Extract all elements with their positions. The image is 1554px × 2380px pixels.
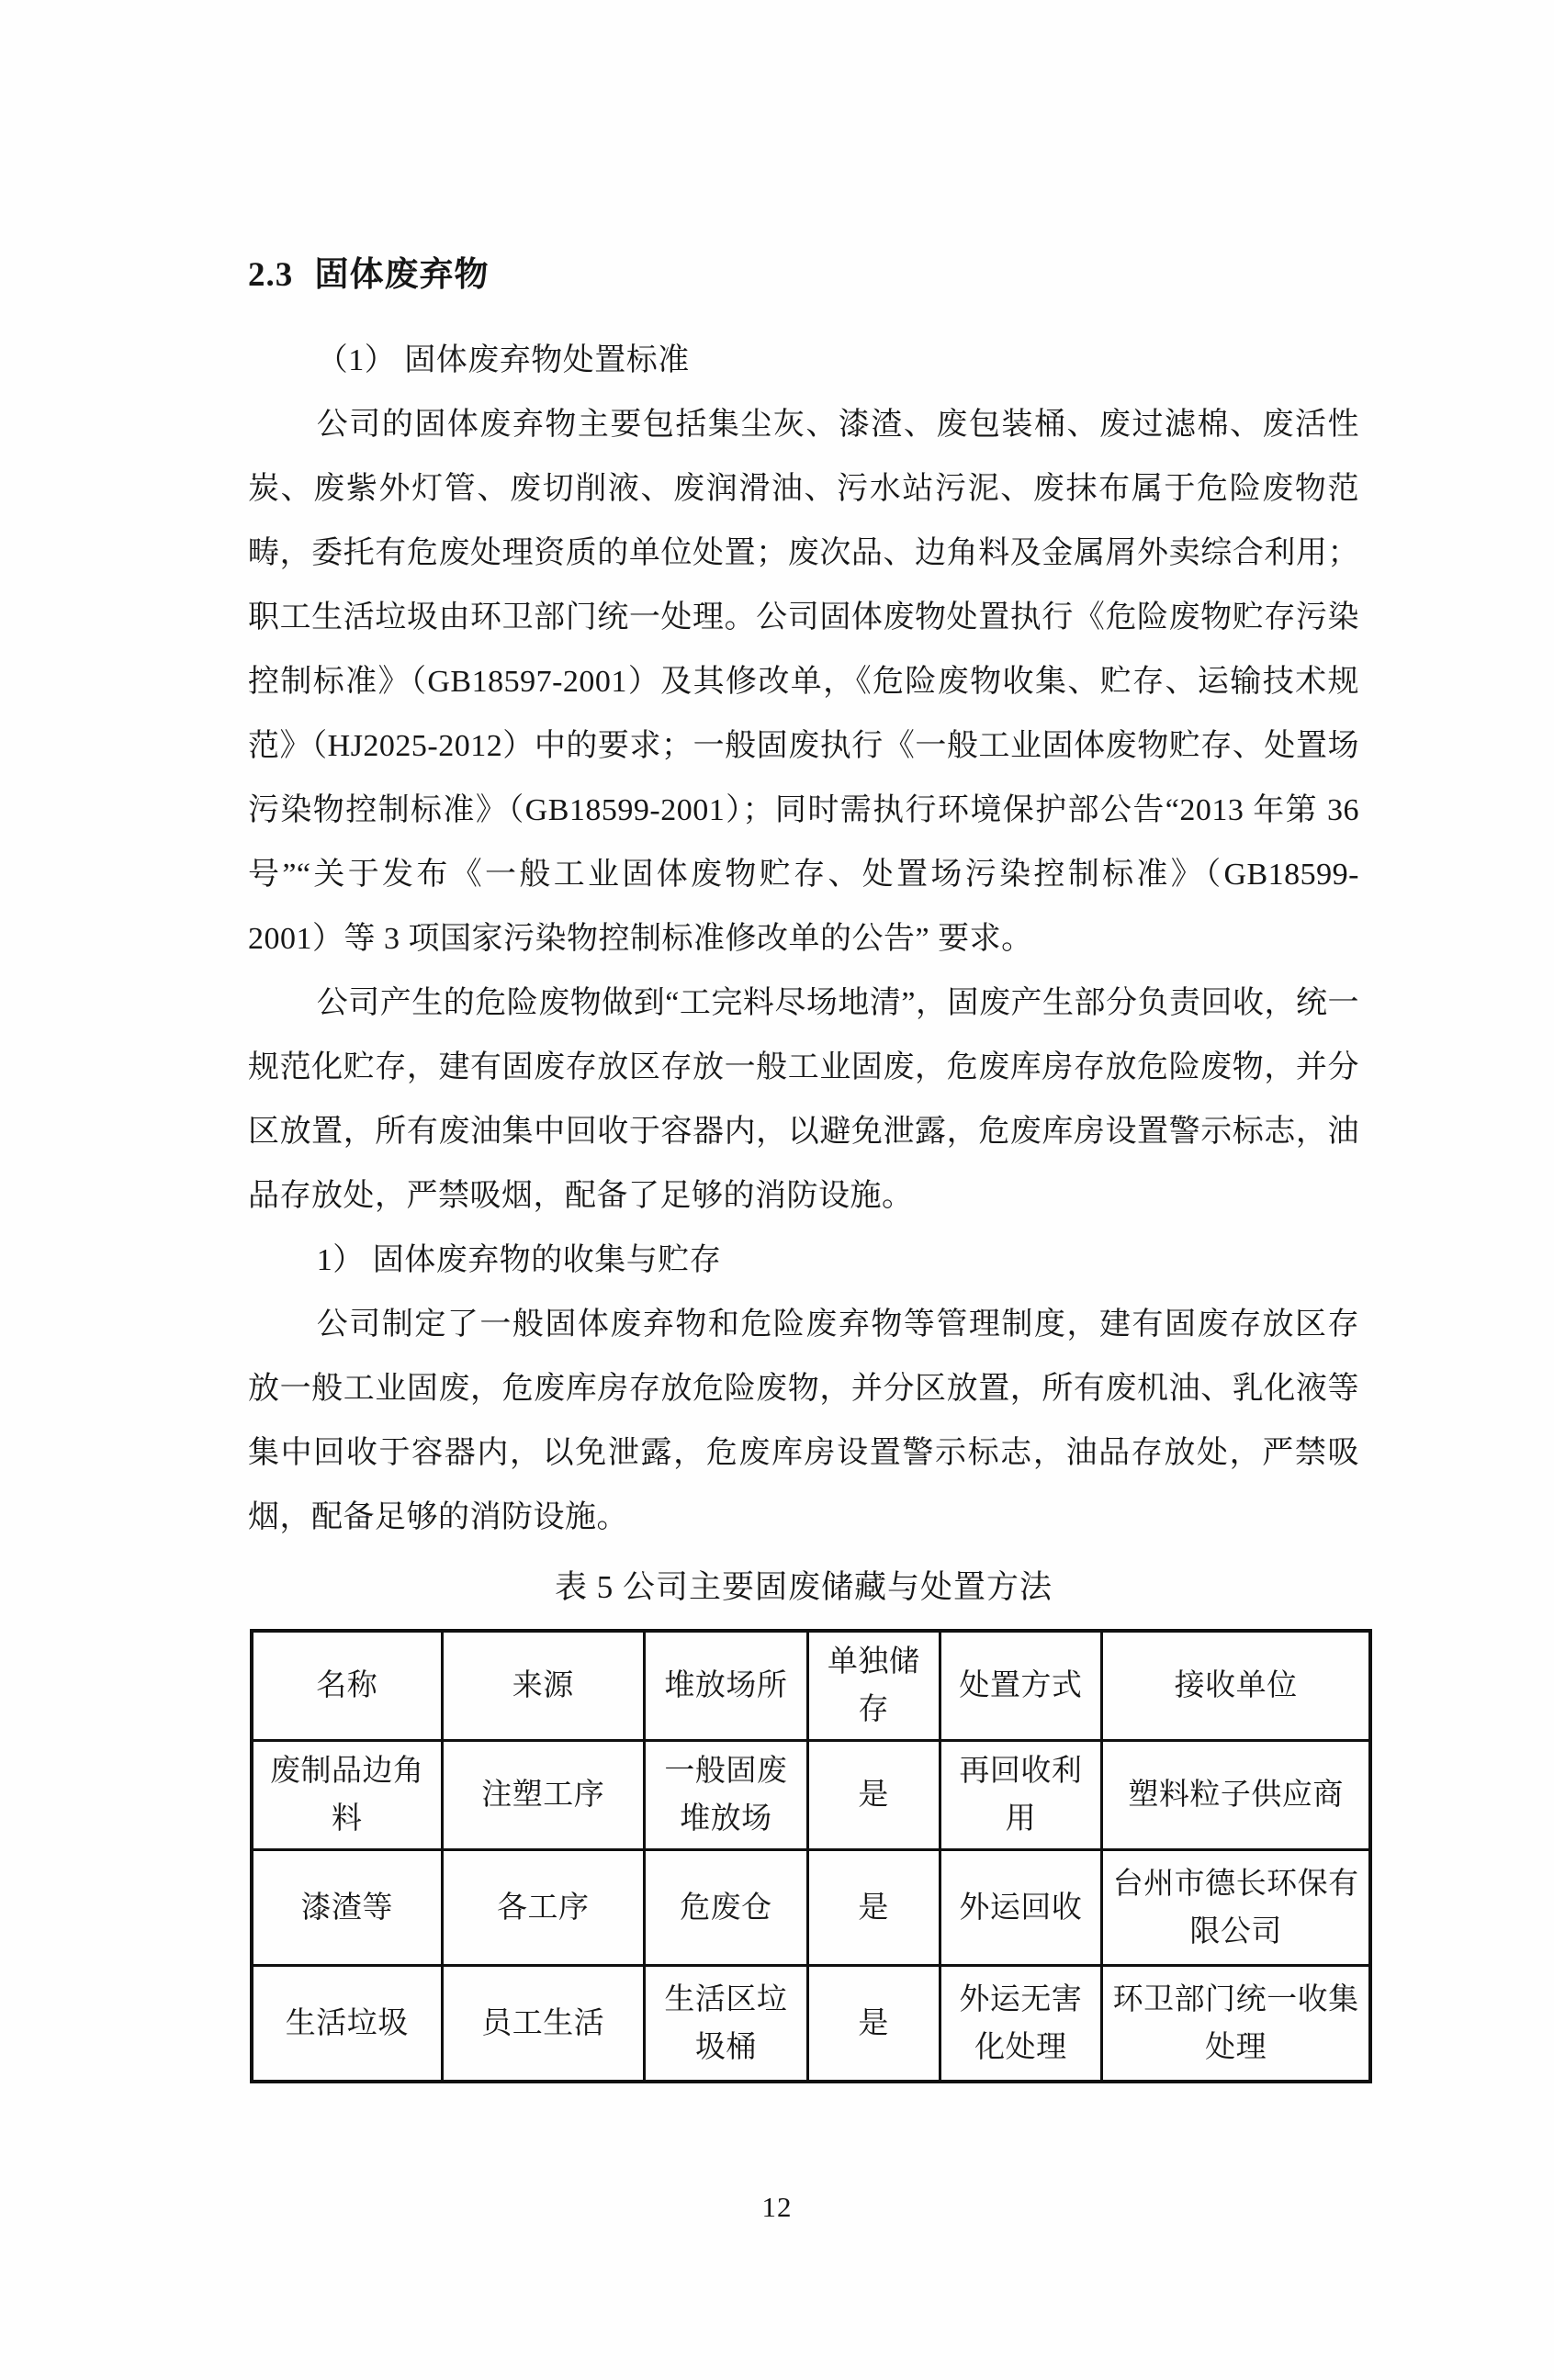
table-header-cell: 堆放场所	[645, 1631, 808, 1741]
section-heading: 2.3 固体废弃物	[248, 256, 490, 294]
body-paragraph: （1） 固体废弃物处置标准	[316, 343, 690, 378]
table-cell: 环卫部门统一收集处理	[1102, 1966, 1370, 2082]
table-row	[252, 1966, 1370, 2082]
table-cell: 各工序	[442, 1850, 644, 1966]
table-cell: 员工生活	[442, 1966, 644, 2082]
table-cell: 漆渣等	[252, 1850, 442, 1966]
table-cell: 外运无害化处理	[940, 1966, 1102, 2082]
table-cell: 是	[807, 1741, 940, 1850]
waste-table	[250, 1629, 1372, 2083]
body-paragraph: 公司产生的危险废物做到“工完料尽场地清”，固废产生部分负责回收，统一规范化贮存，建有固废存放区存放一般工业固废，危废库房存放危险废物，并分区放置，所有废油集中回收于容器内，以避免泄露，危废库房设置警示标志，油品存放处，严禁吸烟，配备了足够的消防设施。	[248, 986, 1359, 1214]
table-header-row	[252, 1631, 1370, 1741]
table-cell: 废制品边角料	[252, 1741, 442, 1850]
table-cell: 塑料粒子供应商	[1102, 1741, 1370, 1850]
body-paragraph: 1） 固体废弃物的收集与贮存	[316, 1243, 722, 1278]
table-body	[252, 1741, 1370, 2082]
table-header-cell: 名称	[252, 1631, 442, 1741]
table-cell: 是	[807, 1850, 940, 1966]
body-paragraphs	[248, 329, 1359, 1550]
table-caption: 表 5 公司主要固废储藏与处置方法	[554, 1569, 1053, 1606]
table-header-cell: 接收单位	[1102, 1631, 1370, 1741]
page-number: 12	[761, 2191, 793, 2223]
table-cell: 是	[807, 1966, 940, 2082]
body-paragraph: 公司的固体废弃物主要包括集尘灰、漆渣、废包装桶、废过滤棉、废活性炭、废紫外灯管、废切削液、废润滑油、污水站污泥、废抹布属于危险废物范畴，委托有危废处理资质的单位处置；废次品、边角料及金属屑外卖综合利用；职工生活垃圾由环卫部门统一处理。公司固体废物处置执行《危险废物贮存污染控制标准》（GB18597-2001）及其修改单，《危险废物收集、贮存、运输技术规范》（HJ2025-2012）中的要求；一般固废执行《一般工业固体废物贮存、处置场污染物控制标准》（GB18599-2001）；同时需执行环境保护部公告“2013 年第 36 号”“关于发布《一般工业固体废物贮存、处置场污染控制标准》（GB18599-2001）等 3 项国家污染物控制标准修改单的公告” 要求。	[248, 408, 1359, 957]
table-cell: 注塑工序	[442, 1741, 644, 1850]
table-header-cell: 来源	[442, 1631, 644, 1741]
table-cell: 外运回收	[940, 1850, 1102, 1966]
table-cell: 生活区垃圾桶	[645, 1966, 808, 2082]
table-row	[252, 1850, 1370, 1966]
table-header-cell: 单独储存	[807, 1631, 940, 1741]
table-header-cell: 处置方式	[940, 1631, 1102, 1741]
table-cell: 再回收利用	[940, 1741, 1102, 1850]
table-cell: 台州市德长环保有限公司	[1102, 1850, 1370, 1966]
table-row	[252, 1741, 1370, 1850]
content-area	[248, 255, 1359, 2083]
table-cell: 危废仓	[645, 1850, 808, 1966]
table-cell: 一般固废堆放场	[645, 1741, 808, 1850]
table-cell: 生活垃圾	[252, 1966, 442, 2082]
body-paragraph: 公司制定了一般固体废弃物和危险废弃物等管理制度，建有固废存放区存放一般工业固废，危废库房存放危险废物，并分区放置，所有废机油、乳化液等集中回收于容器内，以免泄露，危废库房设置警示标志，油品存放处，严禁吸烟，配备足够的消防设施。	[248, 1308, 1359, 1535]
